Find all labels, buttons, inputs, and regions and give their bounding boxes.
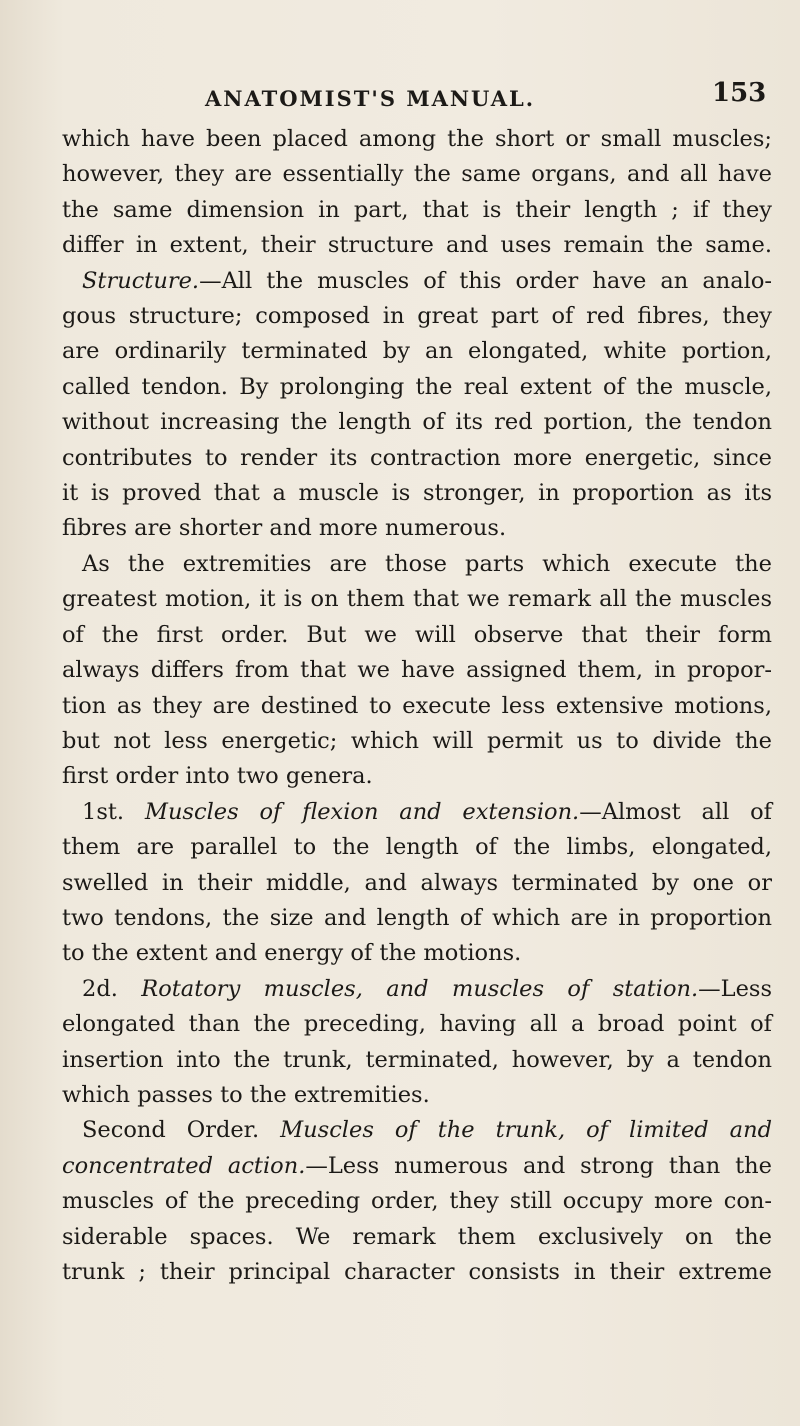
text-line: to the extent and energy of the motions.	[62, 940, 522, 967]
text-line: which have been placed among the short or small muscles;	[62, 126, 772, 152]
text-line: elongated than the preceding, having all a broad point of	[62, 1011, 772, 1038]
text-line: fibres are shorter and more numerous.	[62, 515, 507, 542]
text-line: tion as they are destined to execute less extensive motions,	[62, 692, 772, 719]
text-line: trunk ; their principal character consists in their extreme	[62, 1259, 772, 1285]
text-line: differ in extent, their structure and uses remain the same.	[62, 232, 772, 259]
text-line: without increasing the length of its red portion, the tendon	[62, 409, 772, 436]
text-line: insertion into the trunk, terminated, however, by a tendon	[62, 1046, 772, 1073]
running-head: ANATOMIST'S MANUAL.	[205, 86, 536, 111]
text-line: it is proved that a muscle is stronger, in proportion as its	[62, 480, 772, 507]
text-line: contributes to render its contraction more energetic, since	[62, 444, 772, 471]
text-line: concentrated action.—Less numerous and strong than the	[62, 1152, 772, 1179]
body-text	[62, 122, 772, 1290]
text-line: 1st. Muscles of flexion and extension.—Almost all of	[82, 798, 772, 825]
text-line: always differs from that we have assigned them, in propor-	[62, 657, 772, 684]
text-line: As the extremities are those parts which execute the	[82, 550, 772, 577]
text-line: muscles of the preceding order, they still occupy more con-	[62, 1188, 772, 1215]
section-heading-rotatory: Rotatory muscles, and muscles of station.	[141, 975, 699, 1002]
section-heading-structure: Structure.	[82, 267, 200, 294]
text-line: but not less energetic; which will permit us to divide the	[62, 727, 772, 754]
text-line: first order into two genera.	[62, 763, 373, 790]
text-line: Second Order. Muscles of the trunk, of limited and	[82, 1117, 772, 1144]
text-line: however, they are essentially the same organs, and all have	[62, 161, 772, 188]
text-line: called tendon. By prolonging the real extent of the muscle,	[62, 373, 772, 400]
section-heading-flexion: Muscles of flexion and extension.	[144, 798, 580, 825]
text-line: two tendons, the size and length of which are in proportion	[62, 904, 772, 931]
text-line: gous structure; composed in great part of red fibres, they	[62, 303, 772, 330]
section-heading-trunk: Muscles of the trunk, of limited and	[280, 1117, 772, 1144]
text-line: are ordinarily terminated by an elongated, white portion,	[62, 338, 772, 365]
text-line: greatest motion, it is on them that we remark all the muscles	[62, 586, 772, 613]
text-line: siderable spaces. We remark them exclusively on the	[62, 1223, 772, 1250]
text-line: swelled in their middle, and always terminated by one or	[62, 869, 772, 896]
page-header	[0, 78, 800, 118]
text-line: them are parallel to the length of the limbs, elongated,	[62, 834, 772, 861]
text-line: which passes to the extremities.	[62, 1081, 430, 1108]
section-heading-concentrated: concentrated action.	[62, 1152, 306, 1179]
text-line: of the first order. But we will observe that their form	[62, 621, 772, 648]
text-line: Structure.—All the muscles of this order have an analo-	[82, 267, 772, 294]
text-line: the same dimension in part, that is their length ; if they	[62, 196, 772, 223]
text-line: 2d. Rotatory muscles, and muscles of station.—Less	[82, 975, 772, 1002]
page-number: 153	[712, 78, 767, 108]
